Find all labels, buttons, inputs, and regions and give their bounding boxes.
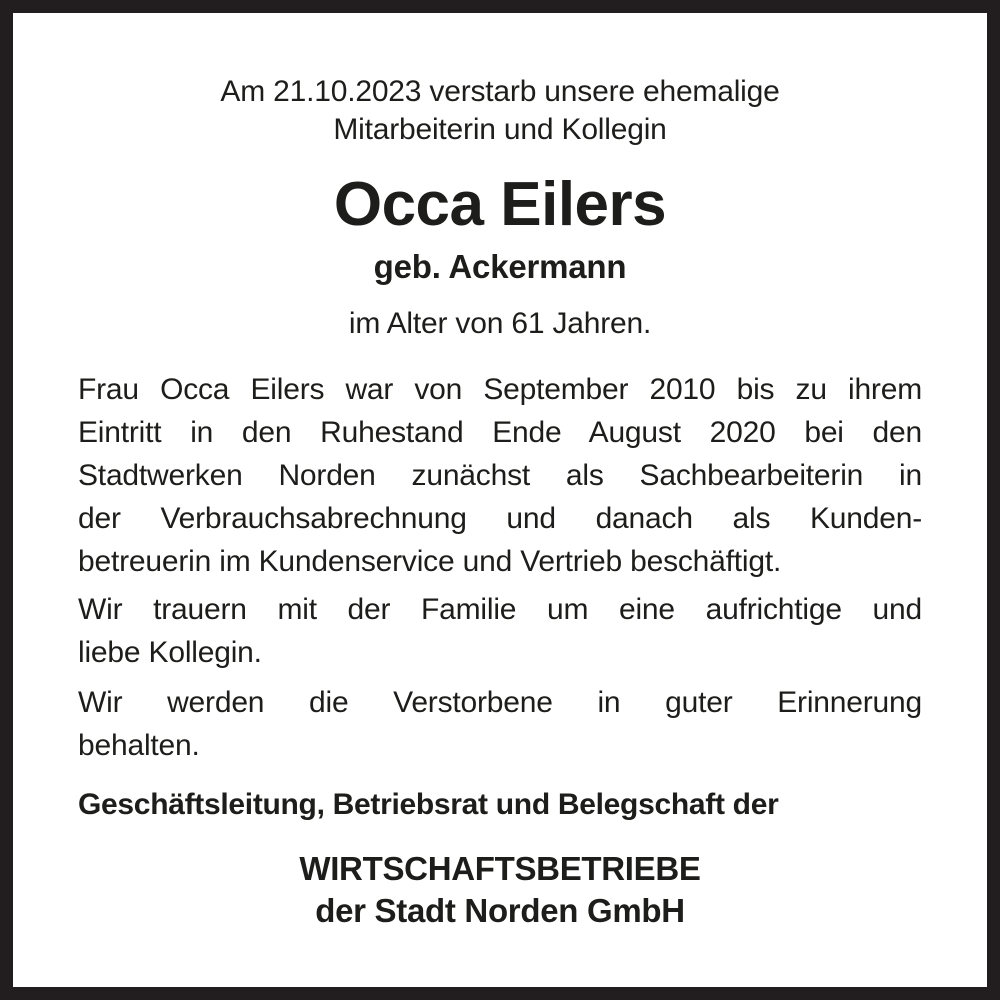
text-line: betreuerin im Kundenservice und Vertrieb beschäftigt. bbox=[78, 545, 782, 578]
text-line: Eintritt in den Ruhestand Ende August 2020 bei den bbox=[78, 416, 922, 449]
text-line: Wir werden die Verstorbene in guter Erinnerung bbox=[78, 686, 922, 719]
intro-text bbox=[78, 73, 922, 149]
text-line: Stadtwerken Norden zunächst als Sachbearbeiterin in bbox=[78, 459, 922, 492]
text-line: Frau Occa Eilers war von September 2010 bis zu ihrem bbox=[78, 373, 922, 406]
signature-line: Geschäftsleitung, Betriebsrat und Belegschaft der bbox=[78, 788, 779, 821]
deceased-name: Occa Eilers bbox=[333, 170, 667, 239]
text-line: liebe Kollegin. bbox=[78, 636, 262, 669]
company-name bbox=[78, 848, 922, 932]
text-line: der Verbrauchsabrechnung und danach als Kunden- bbox=[78, 502, 922, 535]
body-paragraph-career bbox=[78, 368, 922, 583]
text-line: WIRTSCHAFTSBETRIEBE bbox=[299, 850, 701, 887]
body-paragraph-remembrance bbox=[78, 681, 922, 767]
body-paragraph-mourning bbox=[78, 588, 922, 674]
text-line: Mitarbeiterin und Kollegin bbox=[333, 113, 667, 146]
text-line: behalten. bbox=[78, 729, 200, 762]
birth-name: geb. Ackermann bbox=[373, 248, 627, 285]
age-line: im Alter von 61 Jahren. bbox=[348, 307, 652, 340]
text-line: Wir trauern mit der Familie um eine aufrichtige und bbox=[78, 593, 922, 626]
text-line: Am 21.10.2023 verstarb unsere ehemalige bbox=[220, 75, 780, 108]
text-line: der Stadt Norden GmbH bbox=[315, 892, 685, 929]
notice-sheet bbox=[13, 13, 987, 987]
